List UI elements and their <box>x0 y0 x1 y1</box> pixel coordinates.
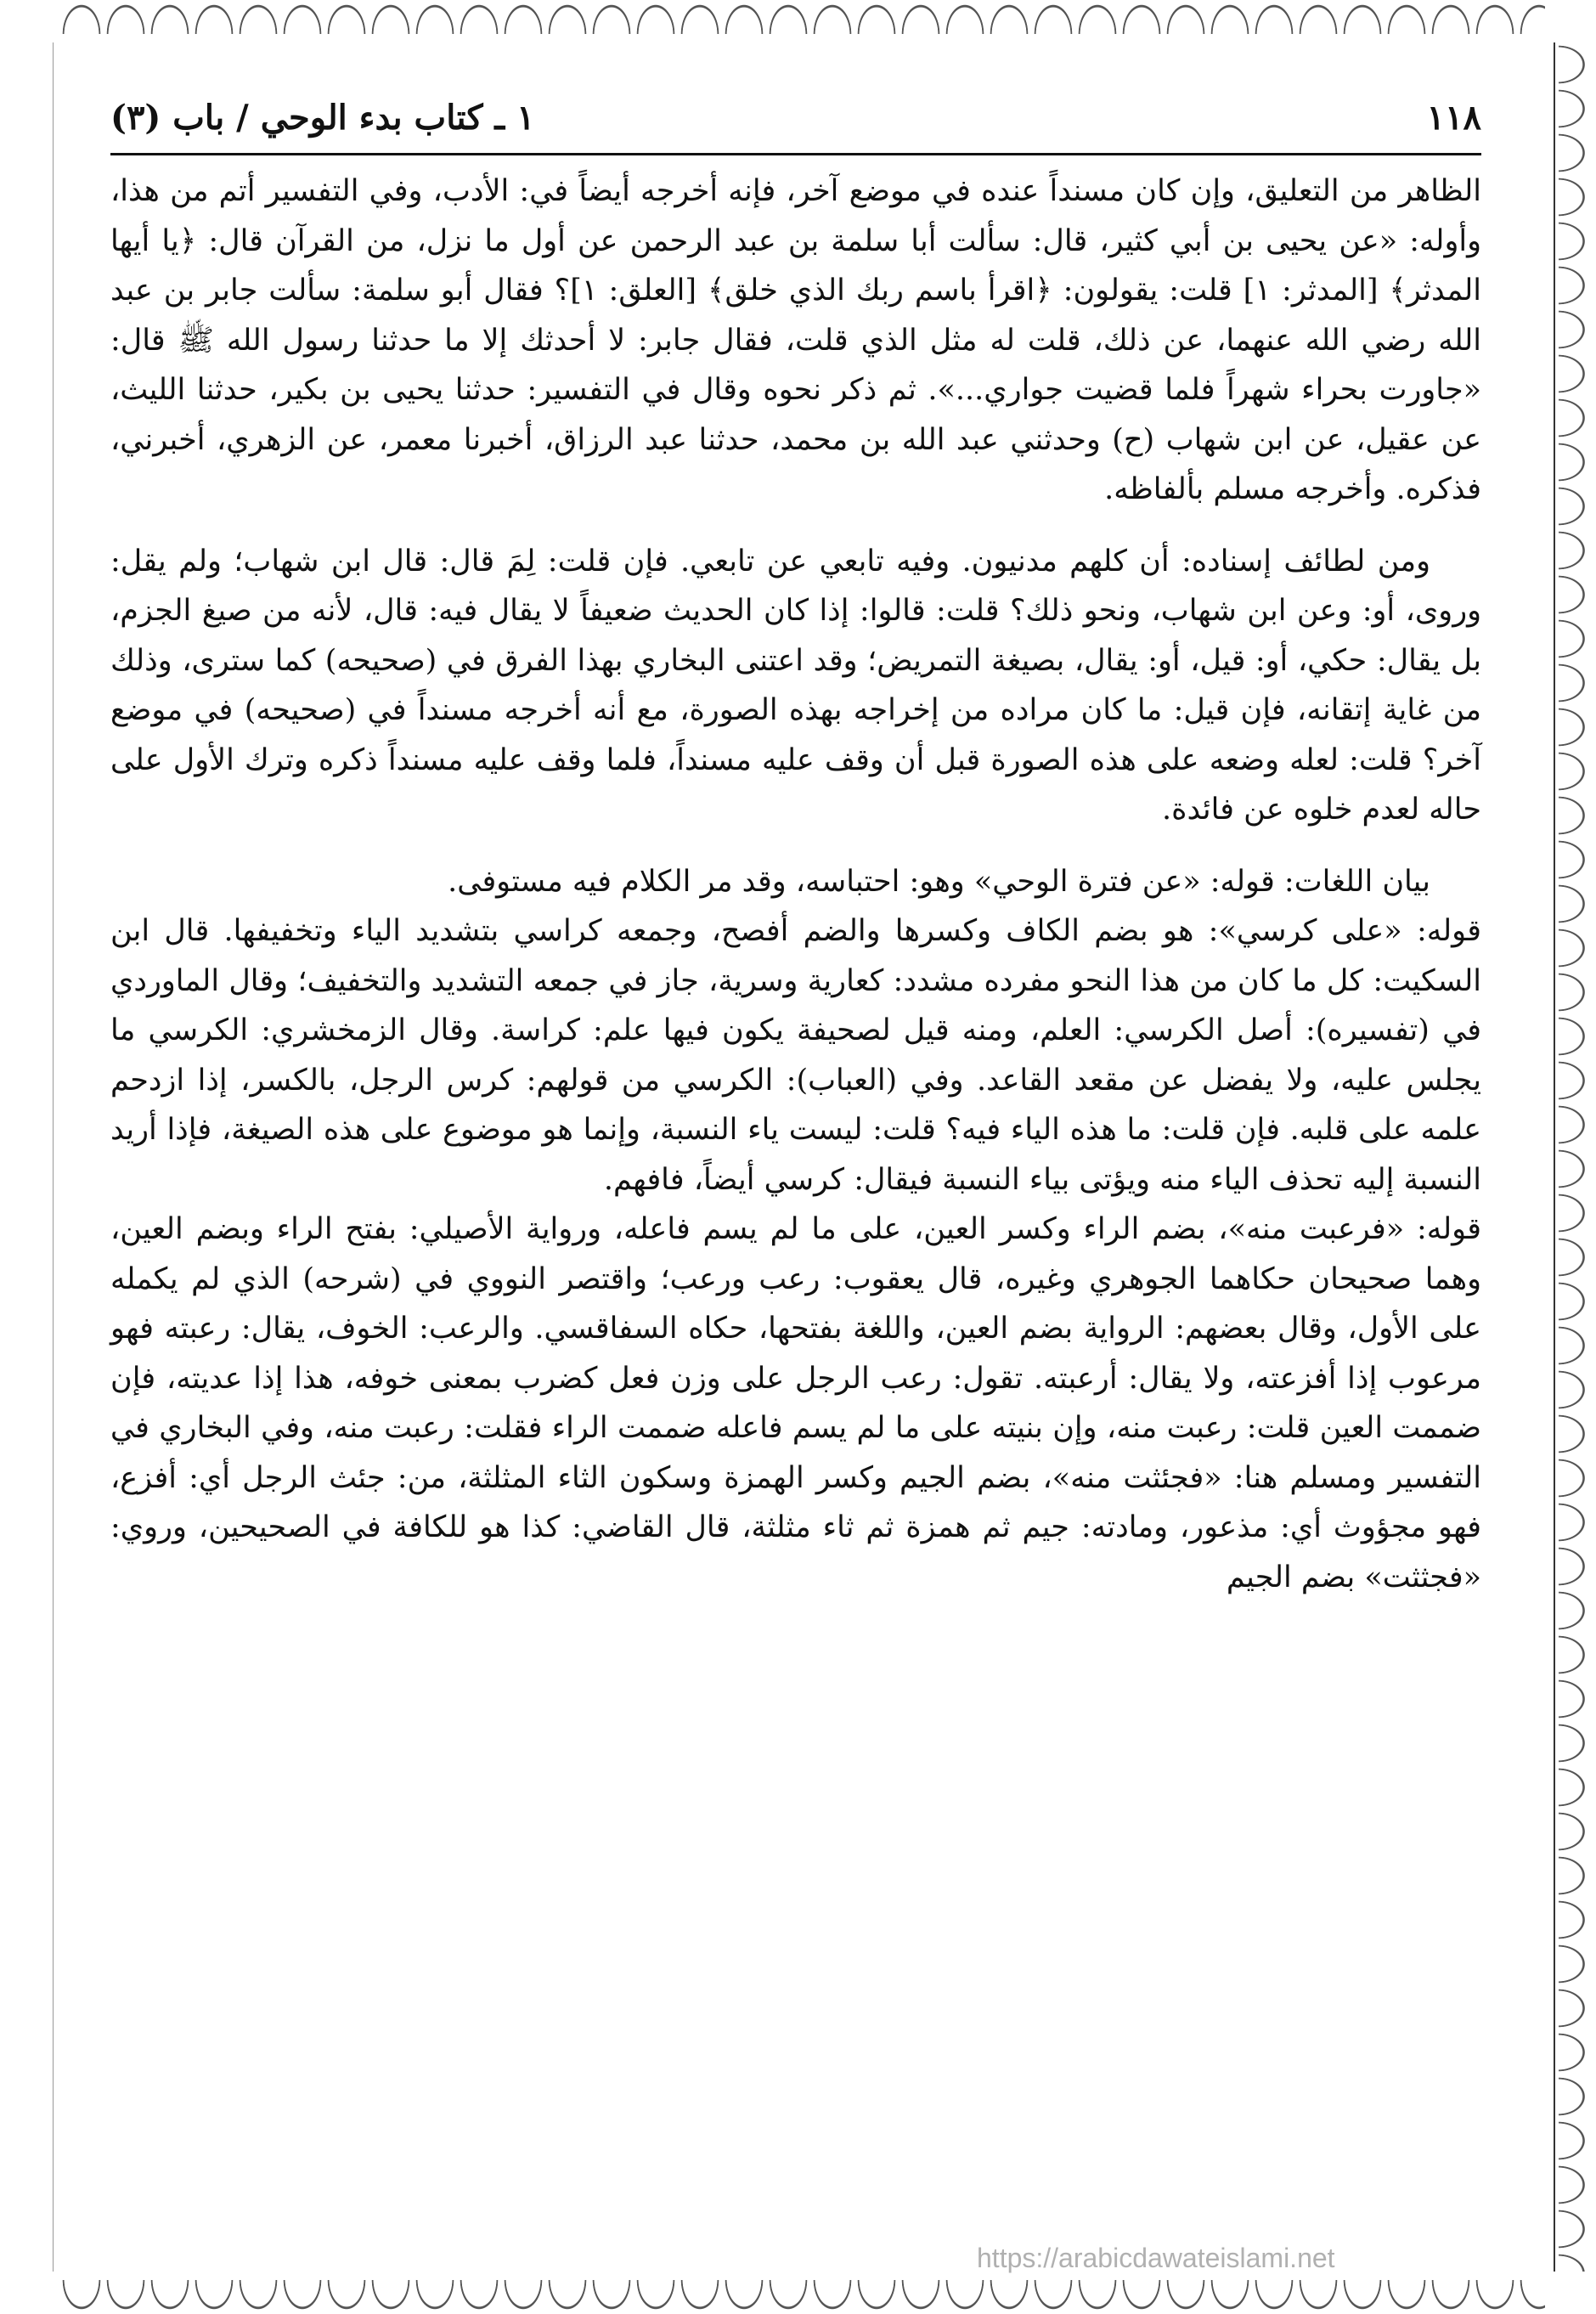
watermark: https://arabicdawateislami.net <box>977 2243 1335 2273</box>
decorative-border-top <box>59 0 1545 34</box>
border-line-left <box>53 42 54 2272</box>
page-body <box>110 166 1481 2238</box>
paragraph-3: بيان اللغات: قوله: «عن فترة الوحي» وهو: احتباسه، وقد مر الكلام فيه مستوفى. <box>448 864 1430 899</box>
border-line-right <box>1554 42 1555 2272</box>
paragraph-4: قوله: «على كرسي»: هو بضم الكاف وكسرها والضم أفصح، وجمعه كراسي بتشديد الياء وتخفيفها. قال ابن السكيت: كل ما كان من هذا النحو مفرده مشدد: كعارية وسرية، جاز في جمعه التشديد والتخفيف؛ وقال الماوردي في (تفسيره): أصل الكرسي: العلم، ومنه قيل لصحيفة يكون فيها علم: كراسة. وقال الزمخشري: الكرسي ما يجلس عليه، ولا يفضل عن مقعد القاعد. وفي (العباب): الكرسي من قولهم: كرس الرجل، بالكسر، إذا ازدحم علمه على قلبه. فإن قلت: ما هذه الياء فيه؟ قلت: ليست ياء النسبة، وإنما هو موضوع على هذه الصيغة، فإذا أريد النسبة إليه تحذف الياء منه ويؤتى بياء النسبة فيقال: كرسي أيضاً، فافهم. <box>110 914 1481 1197</box>
page-header <box>110 92 1481 143</box>
header-rule <box>110 153 1481 155</box>
decorative-border-bottom <box>59 2280 1545 2314</box>
decorative-border-right <box>1559 42 1589 2272</box>
paragraph-1: الظاهر من التعليق، وإن كان مسنداً عنده في موضع آخر، فإنه أخرجه أيضاً في: الأدب، وفي التفسير أتم من هذا، وأوله: «عن يحيى بن أبي كثير، قال: سألت أبا سلمة بن عبد الرحمن عن أول ما نزل، من القرآن قال: ﴿يا أيها المدثر﴾ [المدثر: ١] قلت: يقولون: ﴿اقرأ باسم ربك الذي خلق﴾ [العلق: ١]؟ فقال أبو سلمة: سألت جابر بن عبد الله رضي الله عنهما، عن ذلك، قلت له مثل الذي قلت، فقال جابر: لا أحدثك إلا ما حدثنا رسول الله ﷺ قال: «جاورت بحراء شهراً فلما قضيت جواري...». ثم ذكر نحوه وقال في التفسير: حدثنا يحيى بن بكير، حدثنا الليث، عن عقيل، عن ابن شهاب (ح) وحدثني عبد الله بن محمد، حدثنا عبد الرزاق، أخبرنا معمر، عن الزهري، أخبرني، فذكره. وأخرجه مسلم بألفاظه. <box>110 174 1481 506</box>
paragraph-5: قوله: «فرعبت منه»، بضم الراء وكسر العين، على ما لم يسم فاعله، ورواية الأصيلي: بفتح الراء وبضم العين، وهما صحيحان حكاهما الجوهري وغيره، قال يعقوب: رعب ورعب؛ واقتصر النووي في (شرحه) الذي لم يكمله على الأول، وقال بعضهم: الرواية بضم العين، واللغة بفتحها، حكاه السفاقسي. والرعب: الخوف، يقال: رعبته فهو مرعوب إذا أفزعته، ولا يقال: أرعبته. تقول: رعب الرجل على وزن فعل كضرب بمعنى خوفه، هذا إذا عديته، فإن ضممت العين قلت: رعبت منه، وإن بنيته على ما لم يسم فاعله ضممت الراء فقلت: رعبت منه، وفي البخاري في التفسير ومسلم هنا: «فجئثت منه»، بضم الجيم وكسر الهمزة وسكون الثاء المثلثة، من: جئث الرجل أي: أفزع، فهو مجؤوث أي: مذعور، ومادته: جيم ثم همزة ثم ثاء مثلثة، قال القاضي: كذا هو للكافة في الصحيحين، وروي: «فجثثت» بضم الجيم <box>110 1212 1481 1594</box>
page-number: ١١٨ <box>1426 97 1481 138</box>
chapter-title: ١ ـ كتاب بدء الوحي / باب (٣) <box>110 97 535 138</box>
paragraph-2: ومن لطائف إسناده: أن كلهم مدنيون. وفيه تابعي عن تابعي. فإن قلت: لِمَ قال: قال ابن شهاب؛ ولم يقل: وروى، أو: وعن ابن شهاب، ونحو ذلك؟ قلت: قالوا: إذا كان الحديث ضعيفاً لا يقال فيه: قال، لأنه من صيغ الجزم، بل يقال: حكي، أو: قيل، أو: يقال، بصيغة التمريض؛ وقد اعتنى البخاري بهذا الفرق في (صحيحه) كما سترى، وذلك من غاية إتقانه، فإن قيل: ما كان مراده من إخراجه بهذه الصورة، مع أنه أخرجه مسنداً في (صحيحه) في موضع آخر؟ قلت: لعله وضعه على هذه الصورة قبل أن وقف عليه مسنداً، فلما وقف عليه مسنداً ذكره وترك الأول على حاله لعدم خلوه عن فائدة. <box>110 544 1481 827</box>
